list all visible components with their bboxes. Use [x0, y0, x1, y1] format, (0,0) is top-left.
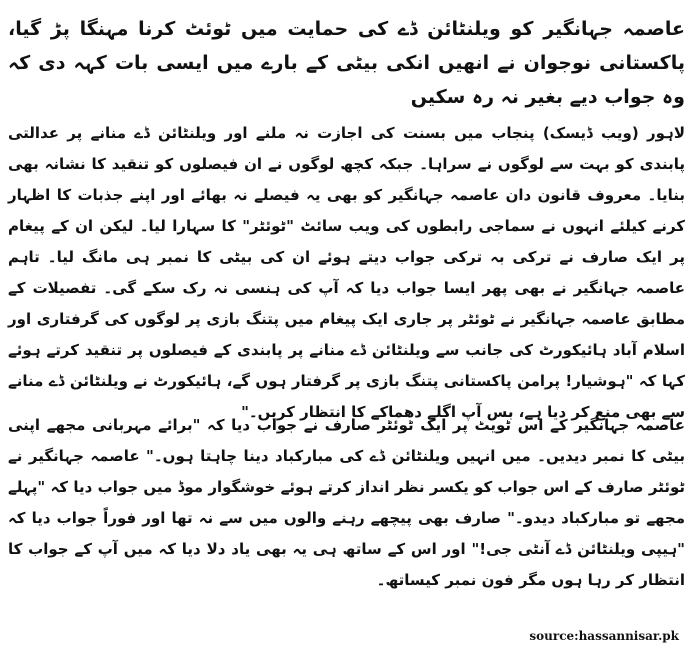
article-paragraph-2: عاصمہ جہانگیر کے اس ٹویٹ پر ایک ٹوئٹر صارف نے جواب دیا کہ "برائے مہربانی مجھے اپنی بیٹی کا نمبر دیدیں۔ میں انہیں ویلنٹائن ڈے کی مبارکباد دینا چاہتا ہوں۔" عاصمہ جہانگیر نے ٹوئٹر صارف کے اس جواب کو یکسر نظر انداز کرتے ہوئے خوشگوار موڈ میں جواب دیا کہ "پہلے مجھے تو مبارکباد دیدو۔" صارف بھی پیچھے رہنے والوں میں سے نہ تھا اور فوراً جواب دیا کہ "ہیپی ویلنٹائن ڈے آنٹی جی!" اور اس کے ساتھ ہی یہ بھی یاد دلا دیا کہ میں آپ کے جواب کا انتظار کر رہا ہوں مگر فون نمبر کیساتھ۔: [8, 416, 685, 589]
article-paragraph-1: لاہور (ویب ڈیسک) پنجاب میں بسنت کی اجازت نہ ملنے اور ویلنٹائن ڈے منانے پر عدالتی پابندی کو بہت سے لوگوں نے سراہا۔ جبکہ کچھ لوگوں نے ان فیصلوں کو تنقید کا نشانہ بھی بنایا۔ معروف قانون دان عاصمہ جہانگیر کو بھی یہ فیصلے نہ بھائے اور اپنے جذبات کا اظہار کرنے کیلئے انہوں نے سماجی رابطوں کی ویب سائٹ "ٹوئٹر" کا سہارا لیا۔ لیکن ان کے پیغام پر ایک صارف نے ترکی بہ ترکی جواب دیتے ہوئے ان کی بیٹی کا نمبر ہی مانگ لیا۔ تاہم عاصمہ جہانگیر نے بھی پھر ایسا جواب دیا کہ آپ کی ہنسی نہ رک سکے گی۔ تفصیلات کے مطابق عاصمہ جہانگیر نے ٹوئٹر پر جاری ایک پیغام میں پتنگ بازی پر لوگوں کی گرفتاری اور اسلام آباد ہائیکورٹ کی جانب سے ویلنٹائن ڈے منانے پر پابندی کے فیصلوں پر تنقید کرتے ہوئے کہا کہ "ہوشیار! پرامن پاکستانی پتنگ بازی پر گرفتار ہوں گے، ہائیکورٹ نے ویلنٹائن ڈے منانے سے بھی منع کر دیا ہے، بس آپ اگلے دھماکے کا انتظار کریں۔": [8, 124, 685, 421]
article-headline: عاصمہ جہانگیر کو ویلنٹائن ڈے کی حمایت میں ٹوئٹ کرنا مہنگا پڑ گیا، پاکستانی نوجوان نے انھیں انکی بیٹی کے بارے میں ایسی بات کہہ دی کہ وہ جواب دیے بغیر نہ رہ سکیں: [8, 18, 685, 108]
source-credit: source:hassannisar.pk: [529, 629, 679, 643]
